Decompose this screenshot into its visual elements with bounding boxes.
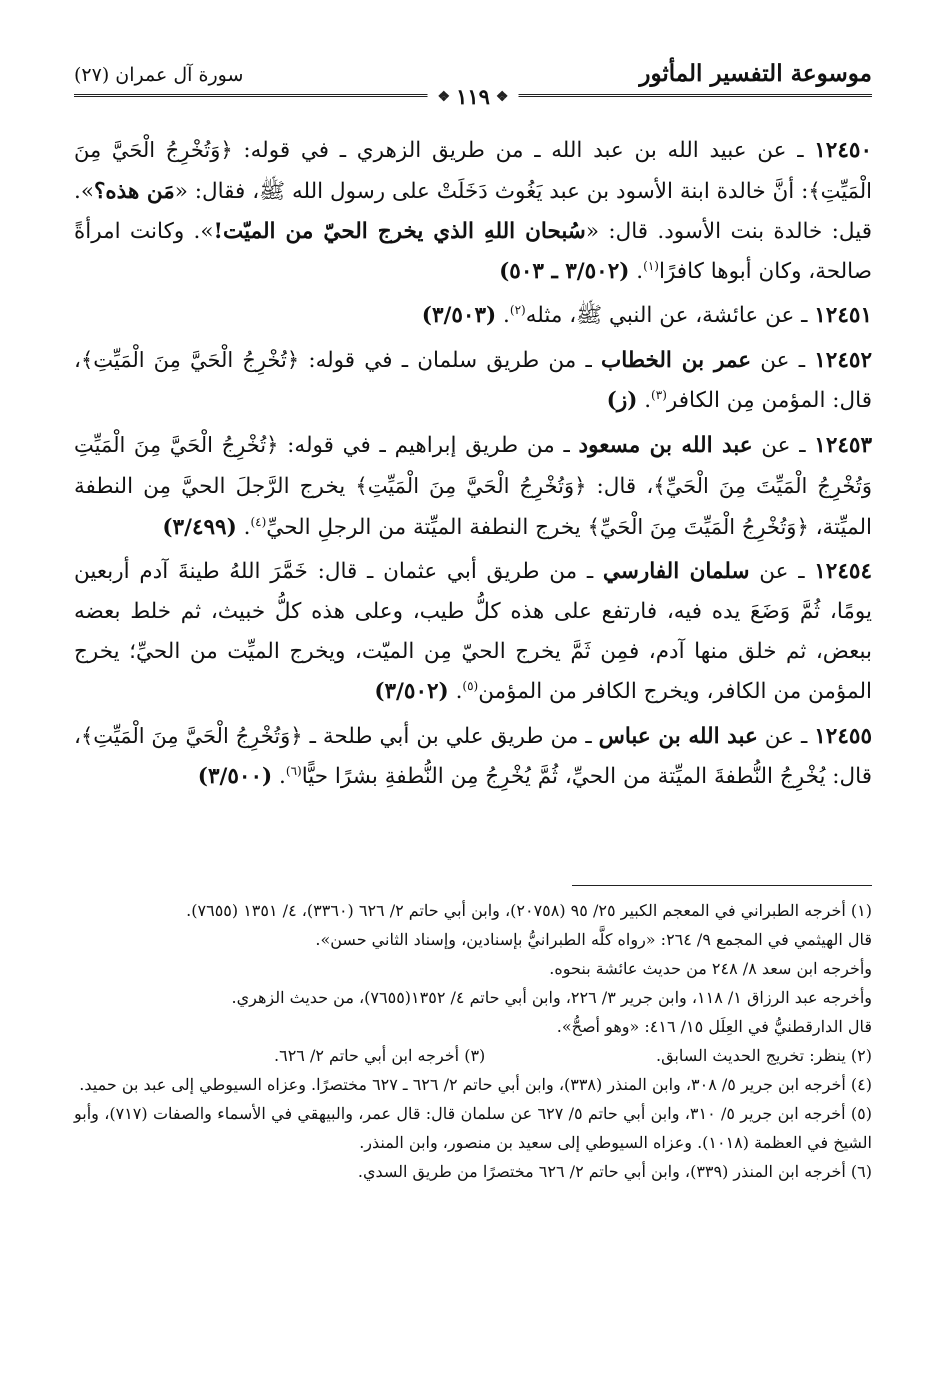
text: . [629, 259, 644, 284]
footnote-2: (٢) ينظر: تخريج الحديث السابق. [655, 1046, 872, 1065]
quran-verse: ﴿وَتُخْرِجُ الْمَيِّتَ مِنَ الْحَيِّ﴾ [587, 515, 809, 539]
narrator-name: عبد الله بن عباس [598, 724, 758, 749]
volume-reference: (٣/٥٠٢ ـ ٥٠٣) [499, 259, 630, 284]
footnote-1-note: وأخرجه عبد الرزاق ١/ ١١٨، وابن جرير ٣/ ٢٢٦، وابن أبي حاتم ٤/ ١٣٥٢(٧٦٥٥)، من حديث الزهري. [231, 988, 872, 1007]
ornament-icon: ❖ [437, 88, 451, 105]
footnote-1-note: وأخرجه ابن سعد ٨/ ٢٤٨ من حديث عائشة بنحوه. [549, 959, 872, 978]
entry-12450 [74, 130, 872, 292]
footnote-row [74, 1041, 872, 1070]
text: . [496, 303, 510, 328]
footnote-marker: (٣) [651, 387, 667, 402]
volume-reference: (ز) [606, 388, 638, 413]
footnote-marker: (٦) [285, 763, 302, 778]
footnote-separator [572, 885, 872, 886]
footnote-1-note: قال الهيثمي في المجمع ٩/ ٢٦٤: «رواه كلَّه الطبرانيُّ بإسنادين، وإسناد الثاني حسن». [315, 930, 872, 949]
volume-reference: (٣/٤٩٩) [162, 515, 237, 540]
ornament-icon: ❖ [495, 88, 509, 105]
quran-verse: ﴿وَتُخْرِجُ الْحَيَّ مِنَ الْمَيِّتِ﴾ [74, 138, 873, 203]
entry-number: ١٢٤٥٢ [814, 348, 872, 373]
quran-verse: ﴿تُخْرِجُ الْحَيَّ مِنَ الْمَيِّتِ وَتُخْرِجُ الْمَيِّتَ مِنَ الْحَيِّ﴾ [74, 433, 872, 498]
footnote-marker: (٢) [509, 302, 526, 317]
text: ، قال: المؤمن مِن الكافر [74, 348, 872, 413]
footnote-5: (٥) أخرجه ابن جرير ٥/ ٣١٠، وابن أبي حاتم ٥/ ٦٢٧ عن سلمان قال: قال عمر، والبيهقي في الأسماء والصفات (٧١٧)، وأبو الشيخ في العظمة (١٠١٨). وعزاه السيوطي إلى سعيد بن منصور، وابن المنذر. [74, 1104, 872, 1152]
text: ـ عن [757, 724, 815, 749]
footnote-marker: (٥) [462, 678, 479, 693]
footnote-1-note: قال الدارقطنيُّ في العِلَل ١٥/ ٤١٦: «وهو أصحُّ». [556, 1017, 872, 1036]
page-number: ١١٩ [456, 84, 490, 109]
text: . [637, 388, 652, 413]
text: . [272, 764, 286, 789]
main-text [74, 130, 872, 801]
surah-title: سورة آل عمران (٢٧) [74, 64, 244, 86]
text: . [236, 515, 251, 540]
footnotes [74, 896, 872, 1186]
footnote-marker: (٤) [250, 514, 267, 529]
footnote-marker: (١) [643, 258, 659, 273]
text: ـ عن [751, 348, 815, 373]
text: . [448, 679, 463, 704]
text: ، قال: يُخْرِجُ النُّطفةَ الميِّتة من الحيِّ، ثُمَّ يُخْرِجُ مِن النُّطفةِ بشرًا حيًّا [74, 724, 872, 789]
footnote-3: (٣) أخرجه ابن أبي حاتم ٢/ ٦٢٦. [274, 1046, 486, 1065]
narrator-name: عبد الله بن مسعود [578, 433, 753, 458]
footnote-6: (٦) أخرجه ابن المنذر (٣٣٩)، وابن أبي حاتم ٢/ ٦٢٦ مختصرًا من طريق السدي. [357, 1162, 872, 1181]
footnote-4: (٤) أخرجه ابن جرير ٥/ ٣٠٨، وابن المنذر (٣٣٨)، وابن أبي حاتم ٢/ ٦٢٦ ـ ٦٢٧ مختصرًا. وعزاه السيوطي إلى عبد بن حميد. [79, 1075, 872, 1094]
text: ـ عن [749, 559, 815, 584]
entry-number: ١٢٤٥١ [814, 303, 872, 328]
quran-verse: ﴿وَتُخْرِجُ الْحَيَّ مِنَ الْمَيِّتِ﴾ [355, 474, 587, 498]
page-number-box [428, 84, 519, 109]
text: يخرج الرَّجلَ الحيَّ مِن النطفة الميِّتة، [74, 474, 872, 540]
text: ـ من طريق إبراهيم ـ في قوله: [278, 433, 579, 458]
entry-12455 [74, 716, 872, 797]
text: يخرج النطفة الميِّتة من الرجلِ الحيِّ [266, 515, 588, 540]
hadith-quote: سُبحان اللهِ الذي يخرج الحيّ من الميّت! [213, 219, 586, 244]
entry-12452 [74, 340, 872, 421]
text: ». وكانت امرأةً صالحة، وكان أبوها كافرًا [74, 219, 872, 284]
entry-number: ١٢٤٥٠ [814, 138, 872, 163]
entry-12451 [74, 296, 872, 336]
text: : أنَّ خالدة ابنة الأسود بن عبد يَغُوث دَخَلَتْ على رسول الله ﷺ، فقال: « [174, 179, 809, 204]
volume-reference: (٣/٥٠٠) [197, 764, 273, 789]
quran-verse: ﴿وَتُخْرِجُ الْحَيَّ مِنَ الْمَيِّتِ﴾ [80, 724, 303, 748]
text: ـ من طريق أبي عثمان ـ قال: خَمَّرَ اللهُ طينةَ آدم أربعين يومًا، ثُمَّ وَضَعَ يده فيه، فارتفع على هذه كلُّ طيب، وعلى هذه كلُّ خبيث، ثم خلط بعضه ببعض، ثم خلق منها آدم، فمِن ثَمَّ يخرج الحيّ مِن الميّت، ويخرج الميِّت من الحيِّ؛ يخرج المؤمن من الكافر، ويخرج الكافر من المؤمن [74, 559, 872, 704]
footnote-1: (١) أخرجه الطبراني في المعجم الكبير ٢٥/ ٩٥ (٢٠٧٥٨)، وابن أبي حاتم ٢/ ٦٢٦ (٣٣٦٠)، ٤/ ١٣٥١ (٧٦٥٥). [186, 901, 872, 920]
narrator-name: عمر بن الخطاب [601, 348, 752, 373]
entry-number: ١٢٤٥٥ [814, 724, 872, 749]
text: ـ من طريق سلمان ـ في قوله: [299, 348, 602, 373]
entry-12454 [74, 552, 872, 712]
text: ـ عن عائشة، عن النبي ﷺ، مثله [525, 303, 815, 328]
book-title: موسوعة التفسير المأثور [639, 60, 872, 87]
quran-verse: ﴿تُخْرِجُ الْحَيَّ مِنَ الْمَيِّتِ﴾ [80, 348, 300, 372]
text: ـ من طريق علي بن أبي طلحة ـ [302, 724, 599, 749]
volume-reference: (٣/٥٠٣) [421, 303, 497, 328]
text: ». قيل: خالدة بنت الأسود. قال: « [74, 179, 872, 244]
text: ـ عن عبيد الله بن عبد الله ـ من طريق الزهري ـ في قوله: [232, 138, 815, 163]
text: ، قال: [586, 474, 654, 499]
narrator-name: سلمان الفارسي [602, 559, 750, 584]
text: ـ عن [752, 433, 815, 458]
hadith-quote: مَن هذه؟ [94, 179, 175, 204]
entry-number: ١٢٤٥٤ [814, 559, 872, 584]
entry-number: ١٢٤٥٣ [814, 433, 873, 458]
page-header [74, 60, 872, 112]
entry-12453 [74, 425, 872, 548]
volume-reference: (٣/٥٠٢) [374, 679, 449, 704]
